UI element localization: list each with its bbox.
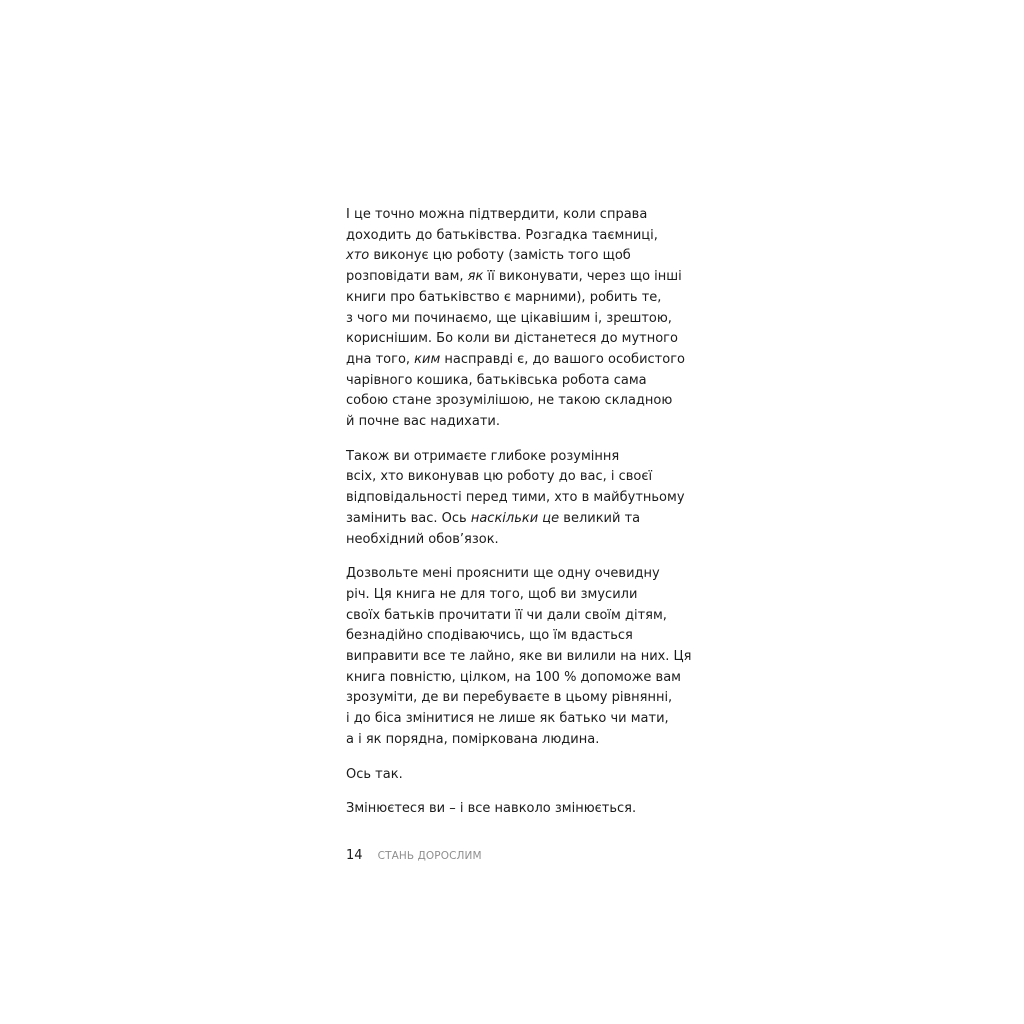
text-line (346, 730, 691, 751)
text-run: виконує цю роботу (замість того щоб (369, 248, 631, 264)
paragraph (346, 447, 691, 551)
text-line (346, 371, 691, 392)
text-run: її виконувати, через що інші (483, 269, 682, 285)
text-line (346, 606, 691, 627)
text-run: з чого ми починаємо, ще цікавішим і, зрештою, (346, 310, 672, 326)
text-line (346, 288, 691, 309)
text-run: великий та (559, 510, 641, 526)
text-run: Також ви отримаєте глибоке розуміння (346, 448, 620, 464)
text-line (346, 626, 691, 647)
text-run: своїх батьків прочитати її чи дали своїм дітям, (346, 607, 667, 623)
italic-text: ким (414, 351, 441, 367)
paragraph (346, 205, 691, 433)
text-line (346, 509, 691, 530)
text-run: і до біса змінитися не лише як батько чи мати, (346, 711, 669, 727)
text-run: дна того, (346, 351, 415, 367)
text-run: насправді є, до вашого особистого (440, 351, 685, 367)
text-run: відповідальності перед тими, хто в майбутньому (346, 490, 685, 506)
text-run: річ. Ця книга не для того, щоб ви змусили (346, 586, 638, 602)
text-line (346, 585, 691, 606)
page-number: 14 (346, 848, 363, 863)
text-run: а і як порядна, поміркована людина. (346, 731, 600, 747)
text-line (346, 688, 691, 709)
text-run: безнадійно сподіваючись, що їм вдасться (346, 628, 633, 644)
text-line (346, 709, 691, 730)
text-run: всіх, хто виконував цю роботу до вас, і своєї (346, 469, 653, 485)
text-run: виправити все те лайно, яке ви вилили на них. Ця (346, 649, 692, 665)
text-run: І це точно можна підтвердити, коли справа (346, 207, 648, 222)
text-run: й почне вас надихати. (346, 414, 500, 430)
text-line (346, 467, 691, 488)
text-run: книги про батьківство є марними), робить те, (346, 289, 662, 305)
text-line (346, 765, 691, 786)
paragraph (346, 564, 691, 750)
text-run: книга повністю, цілком, на 100 % допоможе вам (346, 669, 681, 685)
text-run: замінить вас. Ось (346, 510, 471, 526)
text-line (346, 488, 691, 509)
paragraph (346, 765, 691, 786)
text-line (346, 267, 691, 288)
text-run: розповідати вам, (346, 269, 468, 285)
text-line (346, 412, 691, 433)
text-run: собою стане зрозумілішою, не такою складною (346, 393, 673, 409)
page-footer (346, 844, 482, 863)
text-line (346, 226, 691, 247)
italic-text: наскільки це (470, 510, 560, 526)
text-line (346, 530, 691, 551)
text-line (346, 799, 691, 820)
text-run: доходить до батьківства. Розгадка таємниці, (346, 227, 658, 243)
text-run: кориснішим. Бо коли ви дістанетеся до мутного (346, 331, 678, 347)
text-line (346, 205, 691, 226)
italic-text: хто (346, 248, 370, 264)
text-run: необхідний обов’язок. (346, 531, 499, 547)
text-line (346, 447, 691, 468)
text-run: Ось так. (346, 766, 403, 782)
text-line (346, 246, 691, 267)
text-line (346, 329, 691, 350)
paragraph (346, 799, 691, 820)
text-run: Дозвольте мені прояснити ще одну очевидну (346, 566, 660, 582)
text-run: зрозуміти, де ви перебуваєте в цьому рівнянні, (346, 690, 673, 706)
text-line (346, 350, 691, 371)
text-run: чарівного кошика, батьківська робота сама (346, 372, 647, 388)
text-line (346, 309, 691, 330)
body-text (346, 205, 691, 834)
text-line (346, 391, 691, 412)
italic-text: як (467, 269, 484, 285)
text-line (346, 668, 691, 689)
running-title: СТАНЬ ДОРОСЛИМ (377, 850, 482, 862)
text-run: Змінюєтеся ви – і все навколо змінюється. (346, 801, 637, 817)
text-line (346, 647, 691, 668)
text-line (346, 564, 691, 585)
